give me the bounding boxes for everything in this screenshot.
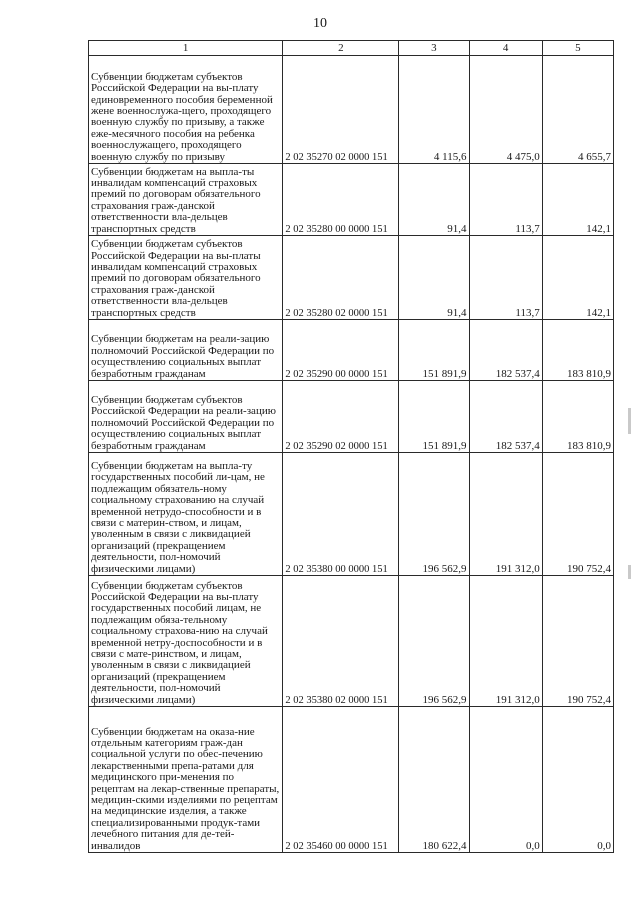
table-row [89, 320, 614, 381]
row-name: Субвенции бюджетам субъектов Российской Федерации на вы-платы инвалидам компенсаций страховых премий по договорам обязательного страхования граж-данской ответственности вла-дельцев транспортных средств [89, 236, 283, 320]
row-code: 2 02 35290 00 0000 151 [283, 320, 399, 381]
row-code: 2 02 35380 02 0000 151 [283, 576, 399, 707]
row-value-col3: 151 891,9 [399, 381, 469, 453]
row-value-col3: 4 115,6 [399, 56, 469, 164]
row-value-col5: 142,1 [542, 236, 613, 320]
table-row [89, 576, 614, 707]
row-value-col4: 0,0 [469, 707, 542, 853]
row-value-col4: 191 312,0 [469, 453, 542, 576]
row-value-col5: 183 810,9 [542, 381, 613, 453]
table-row [89, 453, 614, 576]
row-value-col4: 113,7 [469, 164, 542, 236]
row-value-col3: 91,4 [399, 236, 469, 320]
row-name: Субвенции бюджетам на реали-зацию полномочий Российской Федерации по осуществлению социальных выплат безработным гражданам [89, 320, 283, 381]
row-value-col3: 151 891,9 [399, 320, 469, 381]
row-code: 2 02 35290 02 0000 151 [283, 381, 399, 453]
row-value-col4: 182 537,4 [469, 320, 542, 381]
table-row [89, 381, 614, 453]
row-value-col5: 183 810,9 [542, 320, 613, 381]
row-code: 2 02 35270 02 0000 151 [283, 56, 399, 164]
table-row [89, 236, 614, 320]
row-value-col4: 191 312,0 [469, 576, 542, 707]
row-value-col5: 0,0 [542, 707, 613, 853]
table-header-row [89, 41, 614, 56]
row-value-col4: 4 475,0 [469, 56, 542, 164]
column-header-5: 5 [542, 41, 613, 56]
column-header-2: 2 [283, 41, 399, 56]
row-name: Субвенции бюджетам на оказа-ние отдельным категориям граж-дан социальной услуги по обес-печению лекарственными препа-ратами для медицинского при-менения по рецептам на лекар-ственные препараты, медицин-скими изделиями по рецептам на медицинские изделия, а также специализированными продук-тами лечебного питания для де-тей-инвалидов [89, 707, 283, 853]
row-value-col4: 113,7 [469, 236, 542, 320]
table-row [89, 164, 614, 236]
scan-margin-mark [628, 408, 631, 434]
row-value-col4: 182 537,4 [469, 381, 542, 453]
row-name: Субвенции бюджетам субъектов Российской Федерации на реали-зацию полномочий Российской Федерации по осуществлению социальных выплат безработным гражданам [89, 381, 283, 453]
row-code: 2 02 35460 00 0000 151 [283, 707, 399, 853]
row-code: 2 02 35280 02 0000 151 [283, 236, 399, 320]
table-row [89, 56, 614, 164]
row-name: Субвенции бюджетам на выпла-ты инвалидам компенсаций страховых премий по договорам обязательного страхования граж-данской ответственности вла-дельцев транспортных средств [89, 164, 283, 236]
row-name: Субвенции бюджетам субъектов Российской Федерации на вы-плату государственных пособий лицам, не подлежащим обяза-тельному социальному страхова-нию на случай временной нетру-доспособности и в связи с мате-ринством, и лицам, уволенным в связи с ликвидацией организаций (прекращением деятельности, пол-номочий физическими лицами) [89, 576, 283, 707]
row-code: 2 02 35380 00 0000 151 [283, 453, 399, 576]
row-value-col3: 196 562,9 [399, 453, 469, 576]
row-value-col5: 4 655,7 [542, 56, 613, 164]
row-code: 2 02 35280 00 0000 151 [283, 164, 399, 236]
row-value-col3: 196 562,9 [399, 576, 469, 707]
column-header-4: 4 [469, 41, 542, 56]
column-header-3: 3 [399, 41, 469, 56]
row-value-col5: 190 752,4 [542, 576, 613, 707]
row-value-col3: 91,4 [399, 164, 469, 236]
row-value-col5: 142,1 [542, 164, 613, 236]
column-header-1: 1 [89, 41, 283, 56]
row-value-col5: 190 752,4 [542, 453, 613, 576]
row-value-col3: 180 622,4 [399, 707, 469, 853]
table-row [89, 707, 614, 853]
budget-table [88, 40, 614, 853]
row-name: Субвенции бюджетам на выпла-ту государственных пособий ли-цам, не подлежащим обязатель-ному социальному страхованию на случай временной нетрудо-способности и в связи с материн-ством, и лицам, уволенным в связи с ликвидацией организаций (прекращением деятельности, пол-номочий физическими лицами) [89, 453, 283, 576]
page-number: 10 [313, 16, 327, 31]
row-name: Субвенции бюджетам субъектов Российской Федерации на вы-плату единовременного пособия беременной жене военнослужа-щего, проходящего военную службу по призыву, а также еже-месячного пособия на ребенка военнослужащего, проходящего военную службу по призыву [89, 56, 283, 164]
scan-margin-mark [628, 565, 631, 579]
